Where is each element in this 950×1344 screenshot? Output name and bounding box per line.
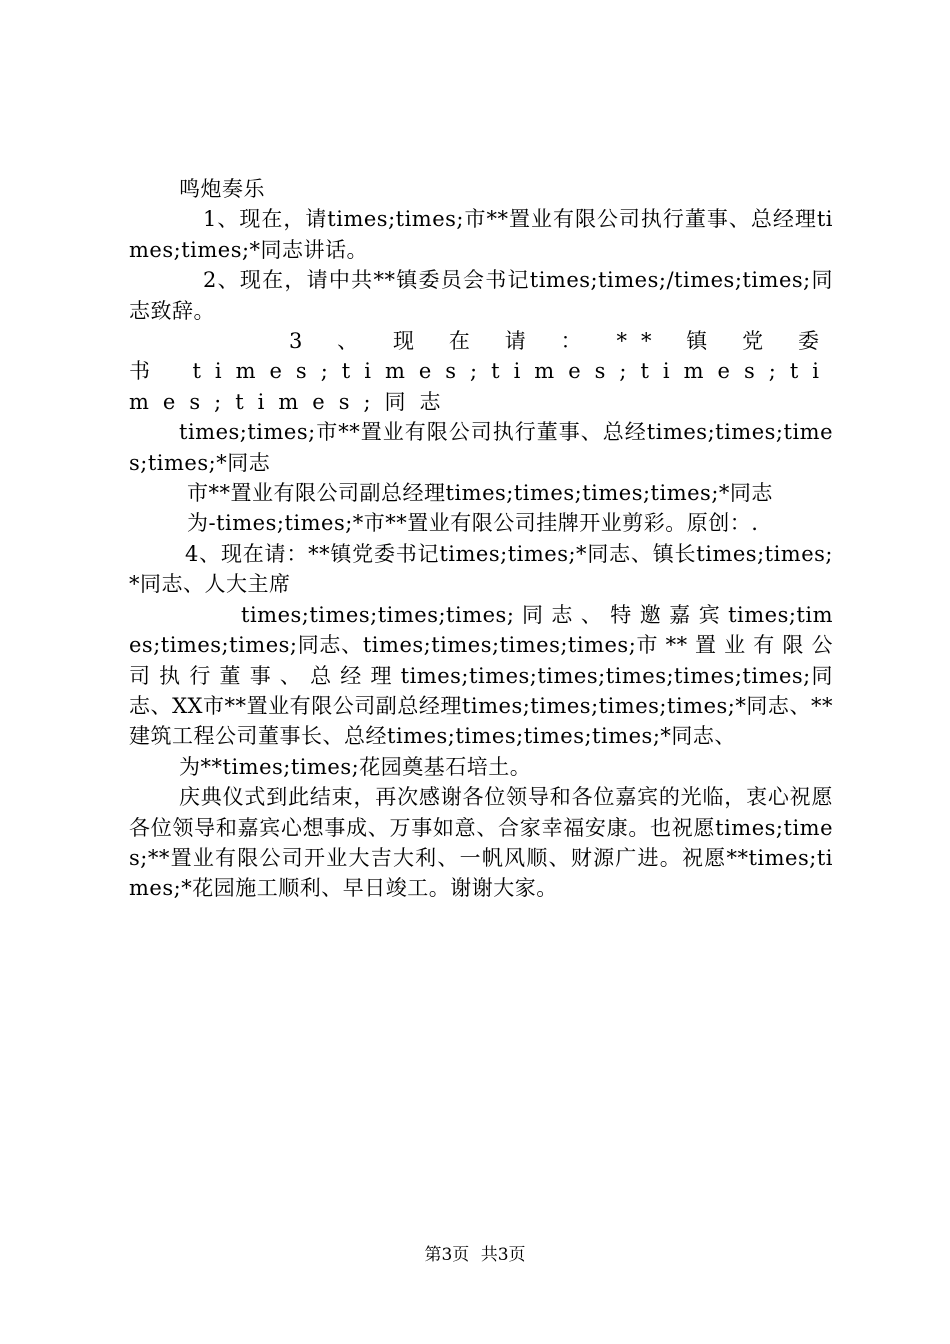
- paragraph-item-2: 2、现在，请中共**镇委员会书记times;times;/times;times;同志致辞。: [129, 268, 833, 323]
- paragraph-item-4-guests: times;times;times;times; 同 志 、 特 邀 嘉 宾 times;times;times;times;同志、times;times;times;times;市 ** 置 业 有 限 公 司 执 行 董 事 、 总 经 理 times;times;times;times;times;times;同志、XX市**置业有限公司副总经理times;times;times;times;*同志、**建筑工程公司董事长、总经times;times;times;times;*同志、: [129, 602, 833, 749]
- paragraph-item-3-executive: times;times;市**置业有限公司执行董事、总经times;times;times;times;*同志: [129, 420, 833, 475]
- page-number-total: 共3页: [480, 1245, 526, 1265]
- page-footer: [0, 1243, 950, 1267]
- paragraph-item-3-ribbon: 为-times;times;*市**置业有限公司挂牌开业剪彩。原创：.: [187, 511, 759, 536]
- page-number-current: 第3页: [424, 1245, 470, 1265]
- paragraph-item-3-deputy: 市**置业有限公司副总经理times;times;times;times;*同志: [187, 481, 773, 506]
- paragraph-item-4-cornerstone: 为**times;times;花园奠基石培土。: [179, 754, 532, 779]
- paragraph-item-4: 4、现在请：**镇党委书记times;times;*同志、镇长times;times;*同志、人大主席: [129, 541, 833, 597]
- paragraph-closing: 庆典仪式到此结束，再次感谢各位领导和各位嘉宾的光临，衷心祝愿各位领导和嘉宾心想事成、万事如意、合家幸福安康。也祝愿times;times;**置业有限公司开业大吉大利、一帆风顺、财源广进。祝愿**times;times;*花园施工顺利、早日竣工。谢谢大家。: [129, 785, 833, 901]
- paragraph-item-3: 3 、 现 在 请 ： ** 镇 党 委 书 times;times;times;times;times;times;同志: [129, 329, 833, 414]
- paragraph-item-1: 1、现在，请times;times;市**置业有限公司执行董事、总经理times;times;*同志讲话。: [129, 207, 833, 262]
- document-body: [129, 174, 833, 904]
- paragraph-firecrackers: 鸣炮奏乐: [179, 177, 265, 201]
